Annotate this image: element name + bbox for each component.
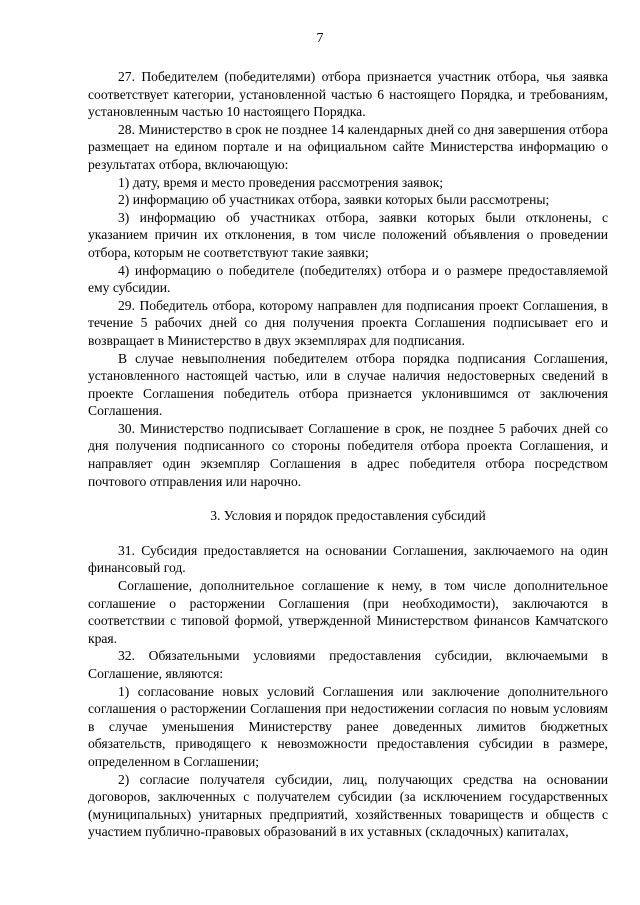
paragraph-32-item-2: 2) согласие получателя субсидии, лиц, получающих средства на основании договоров, заключенных с получателем субсидии (за исключением государственных (муниципальных) унитарных предприятий, хозяйственных товариществ и обществ с участием публично-правовых образований в их уставных (складочных) капиталах, (88, 771, 608, 840)
paragraph-31: 31. Субсидия предоставляется на основании Соглашения, заключаемого на один финансовый год. (88, 542, 608, 576)
paragraph-28: 28. Министерство в срок не позднее 14 календарных дней со дня завершения отбора размещает на едином портале и на официальном сайте Министерства информацию о результатах отбора, включающую: (88, 121, 608, 172)
document-body (88, 68, 608, 841)
section-heading: 3. Условия и порядок предоставления субсидий (210, 508, 486, 524)
paragraph-29: 29. Победитель отбора, которому направлен для подписания проект Соглашения, в течение 5 рабочих дней со дня получения проекта Соглашения подписывает его и возвращает в Министерство в двух экземплярах для подписания. (88, 297, 608, 348)
paragraph-28-item-1: 1) дату, время и место проведения рассмотрения заявок; (118, 174, 444, 190)
paragraph-30: 30. Министерство подписывает Соглашение в срок, не позднее 5 рабочих дней со дня получения подписанного со стороны победителя отбора проекта Соглашения, и направляет один экземпляр Соглашения в адрес победителя отбора посредством почтового отправления или нарочно. (88, 420, 608, 489)
paragraph-27: 27. Победителем (победителями) отбора признается участник отбора, чья заявка соответствует категории, установленной частью 6 настоящего Порядка, и требованиям, установленным частью 10 настоящего Порядка. (88, 69, 608, 120)
paragraph-28-item-2: 2) информацию об участниках отбора, заявки которых были рассмотрены; (118, 192, 550, 208)
paragraph-28-item-4: 4) информацию о победителе (победителях) отбора и о размере предоставляемой ему субсидии. (88, 262, 608, 296)
page-number: 7 (316, 31, 324, 46)
paragraph-32: 32. Обязательными условиями предоставления субсидии, включаемыми в Соглашение, являются: (88, 648, 608, 681)
paragraph-31-continuation: Соглашение, дополнительное соглашение к нему, в том числе дополнительное соглашение о расторжении Соглашения (при необходимости), заключаются в соответствии с типовой формой, утвержденной Министерством финансов Камчатского края. (88, 578, 608, 646)
paragraph-32-item-1: 1) согласование новых условий Соглашения или заключение дополнительного соглашения о расторжении Соглашения при недостижении согласия по новым условиям в случае уменьшения Министерству ранее доведенных лимитов бюджетных обязательств, приводящего к невозможности предоставления субсидии в размере, определенном в Соглашении; (88, 683, 608, 769)
paragraph-29-continuation: В случае невыполнения победителем отбора порядка подписания Соглашения, установленного настоящей частью, или в случае наличия недостоверных сведений в проекте Соглашения победитель отбора признается уклонившимся от заключения Соглашения. (88, 350, 608, 419)
paragraph-28-item-3: 3) информацию об участниках отбора, заявки которых были отклонены, с указанием причин их отклонения, в том числе положений объявления о проведении отбора, которым не соответствуют такие заявки; (88, 209, 608, 260)
